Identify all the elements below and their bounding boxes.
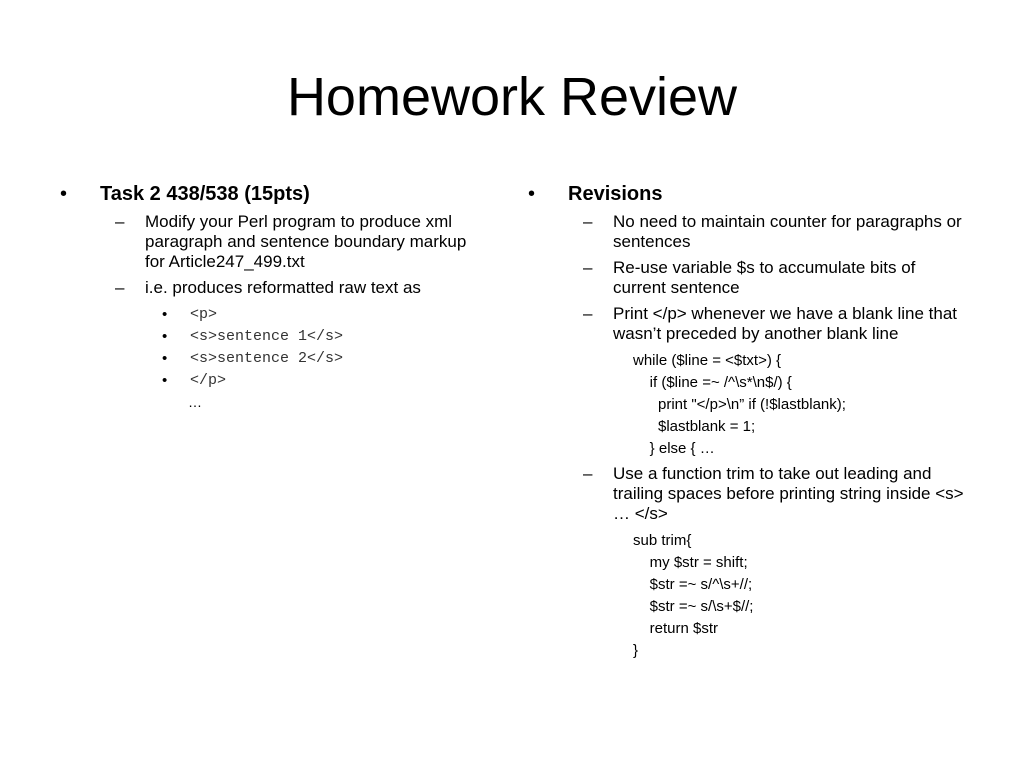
- code-line: }: [633, 642, 639, 659]
- item-text: Print </p> whenever we have a blank line that wasn’t preceded by another blank line: [613, 304, 957, 343]
- markup-example-text: <s>sentence 1</s>: [190, 328, 344, 345]
- bullet-dot: •: [162, 328, 168, 345]
- dash-marker: –: [583, 258, 593, 277]
- dash-marker: –: [583, 464, 593, 483]
- code-line: $str =~ s/^\s+//;: [633, 576, 753, 593]
- code-line: } else { …: [633, 440, 715, 457]
- item-text: Modify your Perl program to produce xml paragraph and sentence boundary markup for Article247_499.txt: [145, 212, 467, 271]
- code-line: while ($line = <$txt>) {: [633, 352, 782, 369]
- markup-example-item: [60, 304, 480, 326]
- bullet-dot: •: [162, 372, 168, 389]
- markup-example-item: [60, 348, 480, 370]
- code-line: $lastblank = 1;: [633, 418, 756, 435]
- bullet-dot: •: [162, 350, 168, 367]
- markup-example-item: [60, 370, 480, 392]
- bullet-dot: •: [162, 306, 168, 323]
- code-snippet-blankline: [528, 350, 968, 460]
- left-column: [60, 182, 480, 412]
- code-line: return $str: [633, 620, 719, 637]
- code-line: if ($line =~ /^\s*\n$/) {: [633, 374, 792, 391]
- dash-marker: –: [115, 212, 125, 231]
- slide-title: Homework Review: [286, 67, 738, 127]
- list-item: [528, 258, 968, 298]
- code-line: my $str = shift;: [633, 554, 748, 571]
- list-item: [528, 464, 968, 524]
- ellipsis-text: …: [188, 394, 202, 410]
- dash-marker: –: [583, 304, 593, 323]
- right-column: [528, 182, 968, 666]
- list-item: [528, 304, 968, 344]
- code-line: $str =~ s/\s+$//;: [633, 598, 754, 615]
- markup-example-text: <s>sentence 2</s>: [190, 350, 344, 367]
- markup-example-text: </p>: [190, 372, 227, 389]
- dash-marker: –: [115, 278, 125, 297]
- list-item: [60, 278, 480, 298]
- code-snippet-trim: [528, 530, 968, 662]
- markup-example-text: <p>: [190, 306, 218, 323]
- item-text: i.e. produces reformatted raw text as: [145, 278, 421, 297]
- markup-example-item: [60, 326, 480, 348]
- task2-heading: Task 2 438/538 (15pts): [100, 183, 310, 205]
- list-item: [528, 212, 968, 252]
- bullet-revisions: [528, 182, 968, 206]
- item-text: Use a function trim to take out leading and trailing spaces before printing string inside <s> … </s>: [613, 464, 964, 523]
- bullet-dot: •: [60, 183, 68, 205]
- dash-marker: –: [583, 212, 593, 231]
- item-text: No need to maintain counter for paragraphs or sentences: [613, 212, 962, 251]
- code-line: sub trim{: [633, 532, 692, 549]
- code-line: print "</p>\n” if (!$lastblank);: [633, 396, 846, 413]
- list-item: [60, 212, 480, 272]
- revisions-heading: Revisions: [568, 183, 663, 205]
- bullet-dot: •: [528, 183, 536, 205]
- item-text: Re-use variable $s to accumulate bits of current sentence: [613, 258, 916, 297]
- bullet-task2: [60, 182, 480, 206]
